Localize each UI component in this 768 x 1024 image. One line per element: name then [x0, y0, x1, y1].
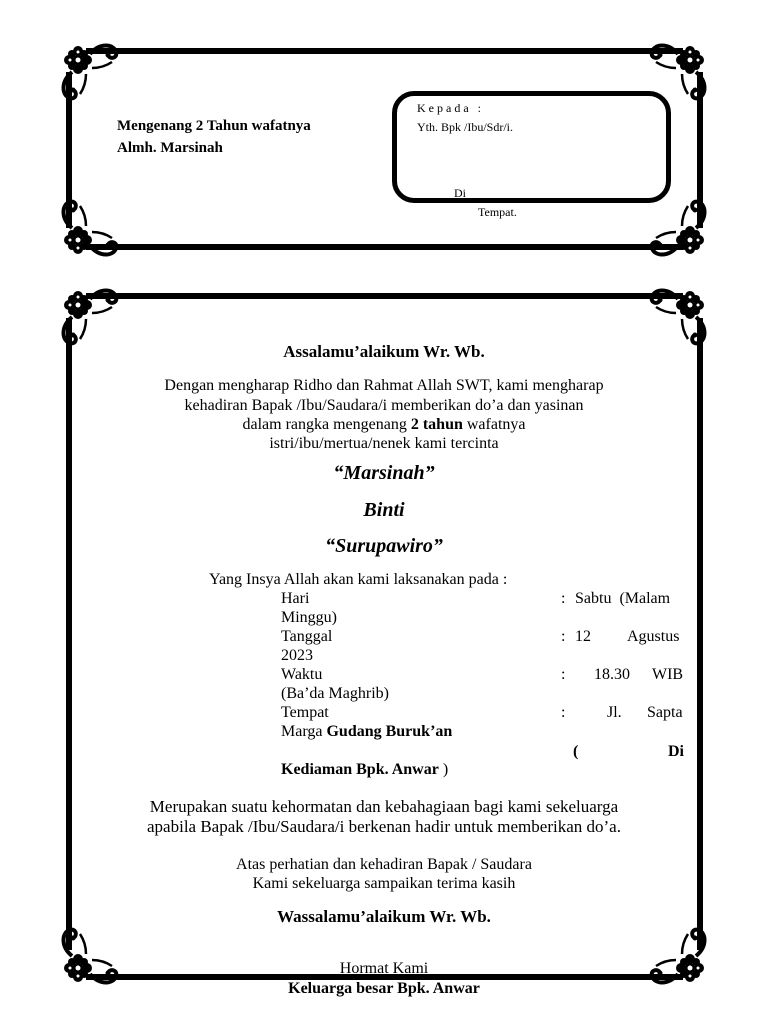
colon: :	[561, 590, 566, 607]
tempat-cont-text: Marga	[281, 723, 327, 740]
corner-ornament-icon	[648, 198, 712, 262]
tanggal-value: 12	[575, 628, 591, 645]
corner-ornament-icon	[56, 283, 120, 347]
paren-di: Di	[668, 743, 684, 760]
closing: Wassalamu’alaikum Wr. Wb.	[277, 907, 491, 926]
tempat-value: Jl.	[607, 704, 622, 721]
waktu-label: Waktu	[281, 666, 323, 683]
intro-line: kehadiran Bapak /Ibu/Saudara/i memberikan do’a dan yasinan	[184, 397, 584, 414]
honor-line: Merupakan suatu kehormatan dan kebahagiaan bagi kami sekeluarga	[149, 797, 619, 816]
tempat-value: Sapta	[647, 704, 683, 721]
kediaman	[281, 761, 448, 779]
binti-label: Binti	[363, 499, 405, 521]
waktu-value: WIB	[652, 666, 684, 683]
envelope-title-line1: Mengenang 2 Tahun wafatnya	[117, 118, 311, 134]
to-tempat: Tempat.	[478, 205, 517, 219]
colon: :	[561, 666, 566, 683]
intro-line: istri/ibu/mertua/nenek kami tercinta	[269, 435, 499, 452]
waktu-value: 18.30	[594, 666, 630, 683]
to-di: Di	[454, 186, 466, 200]
paren-close: )	[438, 761, 449, 778]
paren-open: (	[573, 743, 579, 760]
respect: Hormat Kami	[339, 960, 429, 977]
tempat-cont-bold: Gudang Buruk’an	[326, 723, 453, 740]
tempat-label: Tempat	[281, 704, 329, 721]
tanggal-cont: 2023	[281, 647, 313, 664]
greeting: Assalamu’alaikum Wr. Wb.	[283, 342, 485, 361]
to-recipient: Yth. Bpk /Ibu/Sdr/i.	[417, 120, 514, 134]
hari-cont: Minggu)	[281, 609, 337, 626]
schedule-intro: Yang Insya Allah akan kami laksanakan pada :	[209, 571, 508, 588]
thanks-line: Atas perhatian dan kehadiran Bapak / Saudara	[236, 856, 532, 873]
corner-ornament-icon	[56, 38, 120, 102]
thanks-line: Kami sekeluarga sampaikan terima kasih	[252, 875, 516, 892]
intro-bold: 2 tahun	[410, 416, 463, 433]
colon: :	[561, 628, 566, 645]
envelope-title-line2: Almh. Marsinah	[117, 140, 223, 156]
corner-ornament-icon	[648, 283, 712, 347]
deceased-name: “Marsinah”	[333, 462, 435, 484]
tempat-cont	[281, 723, 452, 741]
tanggal-label: Tanggal	[281, 628, 333, 645]
intro-text: wafatnya	[462, 416, 526, 433]
intro-line: Dengan mengharap Ridho dan Rahmat Allah SWT, kami mengharap	[164, 377, 604, 394]
to-label: K e p a d a :	[417, 101, 481, 115]
intro-text: dalam rangka mengenang	[242, 416, 411, 433]
hari-label: Hari	[281, 590, 310, 607]
father-name: “Surupawiro”	[325, 535, 443, 557]
hari-value: Sabtu (Malam	[575, 590, 671, 607]
corner-ornament-icon	[56, 198, 120, 262]
tanggal-value: Agustus	[627, 628, 680, 645]
intro-line	[0, 416, 768, 434]
family-signature: Keluarga besar Bpk. Anwar	[288, 980, 480, 997]
honor-line: apabila Bapak /Ibu/Saudara/i berkenan hadir untuk memberikan do’a.	[147, 817, 621, 836]
kediaman-text: Kediaman Bpk. Anwar	[281, 761, 439, 778]
colon: :	[561, 704, 566, 721]
waktu-cont: (Ba’da Maghrib)	[281, 685, 389, 702]
